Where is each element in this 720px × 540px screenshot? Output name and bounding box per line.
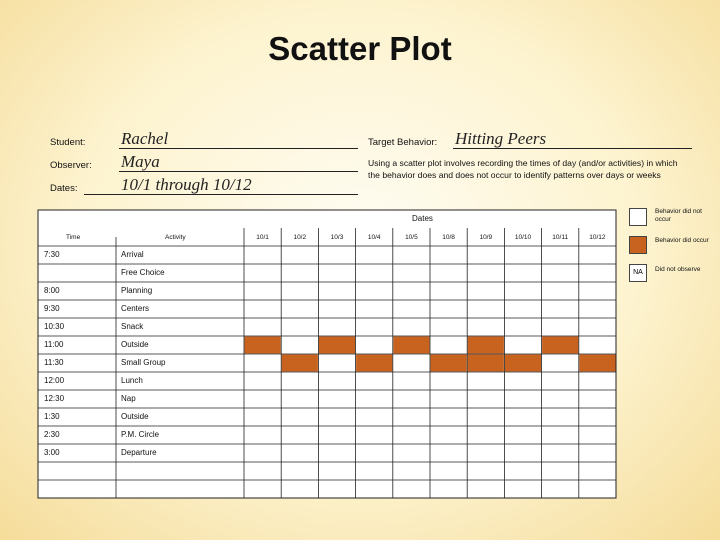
legend-not-observe-label: Did not observe [655, 266, 701, 273]
behavior-occurred-cell [468, 355, 504, 372]
date-column-header: 10/1 [256, 234, 269, 241]
time-header: Time [66, 234, 81, 241]
observer-field[interactable]: Maya [119, 153, 358, 172]
behavior-occurred-cell [468, 337, 504, 354]
behavior-occurred-cell [431, 355, 467, 372]
time-cell: 3:00 [44, 448, 60, 457]
description-text: Using a scatter plot involves recording the times of day (and/or activities) in which the behavior does and does not occur to identify patterns over days or weeks [368, 158, 678, 180]
activity-cell: Lunch [121, 376, 143, 385]
behavior-occurred-cell [356, 355, 392, 372]
time-cell: 9:30 [44, 304, 60, 313]
activity-cell: Planning [121, 286, 153, 295]
behavior-occurred-cell [579, 355, 615, 372]
activity-cell: Departure [121, 448, 157, 457]
date-column-header: 10/11 [552, 234, 569, 241]
behavior-occurred-cell [245, 337, 281, 354]
legend-na-swatch: NA [629, 264, 647, 282]
legend-not-occur-swatch [629, 208, 647, 226]
time-cell: 2:30 [44, 430, 60, 439]
observer-label: Observer: [50, 160, 92, 171]
time-cell: 10:30 [44, 322, 65, 331]
activity-cell: P.M. Circle [121, 430, 160, 439]
dates-header: Dates [412, 214, 433, 223]
date-column-header: 10/8 [442, 234, 455, 241]
time-cell: 11:00 [44, 340, 64, 349]
date-column-header: 10/12 [589, 234, 606, 241]
legend-not-occur-label: Behavior did not occur [655, 208, 702, 223]
target-behavior-label: Target Behavior: [368, 137, 438, 148]
activity-cell: Snack [121, 322, 144, 331]
page-title: Scatter Plot [268, 30, 452, 67]
target-behavior-field[interactable]: Hitting Peers [453, 130, 692, 149]
legend-occur-swatch [629, 236, 647, 254]
date-column-header: 10/9 [479, 234, 493, 241]
time-cell: 12:30 [44, 394, 65, 403]
activity-header: Activity [165, 234, 186, 241]
activity-cell: Small Group [121, 358, 166, 367]
activity-cell: Outside [121, 340, 149, 349]
date-column-header: 10/5 [405, 234, 418, 241]
behavior-occurred-cell [393, 337, 429, 354]
date-column-header: 10/2 [293, 234, 307, 241]
student-label: Student: [50, 137, 86, 148]
behavior-occurred-cell [282, 355, 318, 372]
dates-field[interactable]: 10/1 through 10/12 [119, 176, 358, 195]
legend-occur-label: Behavior did occur [655, 237, 709, 244]
time-cell: 11:30 [44, 358, 64, 367]
dates-label: Dates: [50, 183, 78, 194]
behavior-occurred-cell [542, 337, 578, 354]
time-cell: 12:00 [44, 376, 65, 385]
activity-cell: Centers [121, 304, 150, 313]
time-cell: 8:00 [44, 286, 60, 295]
activity-cell: Outside [121, 412, 149, 421]
activity-cell: Arrival [121, 250, 144, 259]
date-column-header: 10/3 [330, 234, 344, 241]
date-column-header: 10/10 [514, 234, 532, 241]
activity-cell: Free Choice [121, 268, 165, 277]
behavior-occurred-cell [505, 355, 541, 372]
date-column-header: 10/4 [367, 234, 381, 241]
student-field[interactable]: Rachel [119, 130, 358, 149]
behavior-occurred-cell [319, 337, 355, 354]
time-cell: 7:30 [44, 250, 60, 259]
time-cell: 1:30 [44, 412, 60, 421]
activity-cell: Nap [121, 394, 136, 403]
